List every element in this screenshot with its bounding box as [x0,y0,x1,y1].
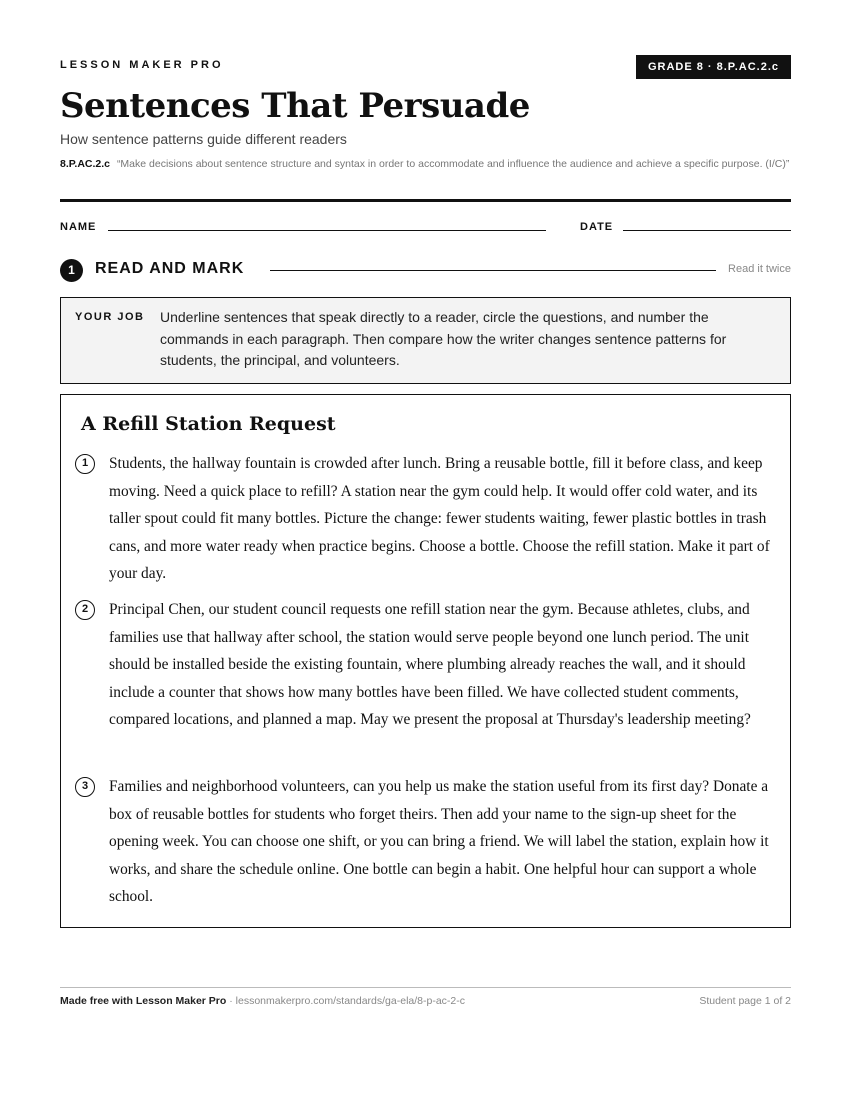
brand-name: LESSON MAKER PRO [60,59,224,71]
instructions-label: YOUR JOB [75,311,145,323]
name-label: NAME [60,221,97,233]
section-header [60,258,791,282]
instructions-box [60,297,791,384]
footer-divider [60,987,791,988]
footer-url[interactable]: lessonmakerpro.com/standards/ga-ela/8-p-ac-2-c [235,995,466,1007]
date-label: DATE [580,221,614,233]
instructions-text: Underline sentences that speak directly to a reader, circle the questions, and number the commands in each paragraph. Then compare how the writer changes sentence patterns for students, the principal, and volunteers. [160,309,727,368]
paragraph-text: Students, the hallway fountain is crowded after lunch. Bring a reusable bottle, fill it before class, and keep moving. Need a quick place to refill? A station near the gym could help. It would offer cold water, and its taller spout could fit many bottles. Picture the change: fewer students waiting, fewer plastic bottles in trash cans, and more water ready when practice begins. Choose a bottle. Choose the refill station. Make it part of your day. [109,455,770,583]
reading-passage [60,394,791,928]
page-title: Sentences That Persuade [60,86,530,126]
paragraph-number: 1 [75,454,95,474]
footer-separator: · [229,995,236,1007]
header-divider [60,199,791,202]
paragraph-number: 3 [75,777,95,797]
paragraph-text: Principal Chen, our student council requests one refill station near the gym. Because athletes, clubs, and families use that hallway after school, the station would serve people beyond one lunch period. The unit should be installed beside the existing fountain, where plumbing already reaches the wall, and it should include a counter that shows how many bottles have been filled. We have collected student comments, compared locations, and planned a map. May we present the proposal at Thursday's leadership meeting? [109,601,751,729]
paragraph-number: 2 [75,600,95,620]
standard-code: 8.P.AC.2.c [60,158,111,170]
name-field[interactable] [108,230,546,231]
section-note: Read it twice [728,263,791,275]
name-date-row [60,219,791,235]
footer-made-with: Made free with Lesson Maker Pro [60,995,227,1007]
paragraph-text: Families and neighborhood volunteers, can you help us make the station useful from its first day? Donate a box of reusable bottles for students who forget theirs. Then add your name to the sign-up sheet for the opening week. You can choose one shift, or you can bring a friend. We will label the station, explain how it works, and share the schedule online. One bottle can begin a habit. One helpful hour can support a whole school. [109,778,769,906]
passage-title: A Refill Station Request [81,413,336,435]
section-title: READ AND MARK [95,260,245,277]
page-indicator: Student page 1 of 2 [699,995,791,1007]
standard-text: “Make decisions about sentence structure and syntax in order to accommodate and influence the audience and achieve a specific purpose. (I/C)” [116,158,790,170]
header-top [60,55,791,79]
step-number-badge: 1 [60,259,83,282]
standard-description [60,156,791,172]
footer-credit [60,995,465,1007]
section-divider [270,270,716,271]
worksheet-page [60,0,791,1100]
page-subtitle: How sentence patterns guide different readers [60,131,347,147]
grade-badge: GRADE 8 · 8.P.AC.2.c [636,55,791,79]
date-field[interactable] [623,230,791,231]
